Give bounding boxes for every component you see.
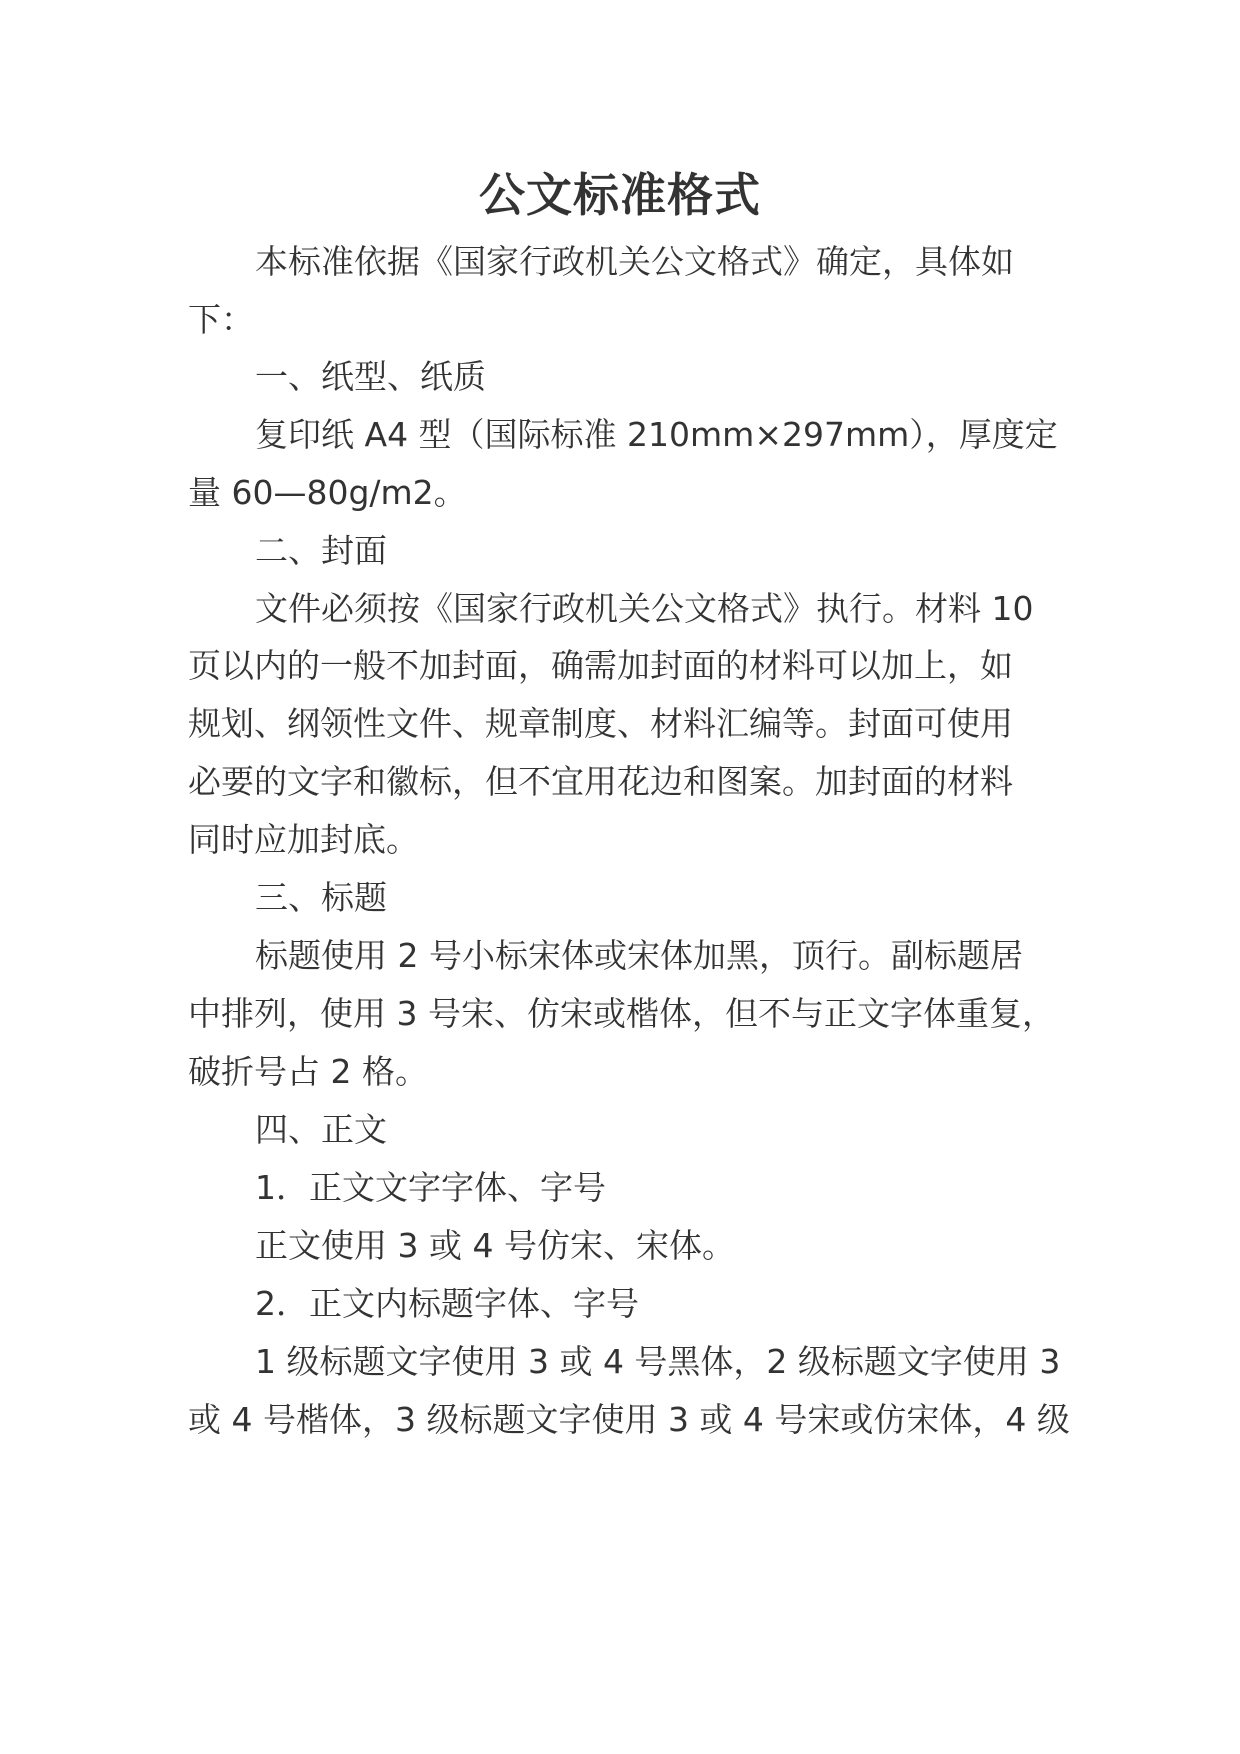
paragraph-line: 必要的文字和徽标，但不宜用花边和图案。加封面的材料 xyxy=(188,762,1013,801)
paragraph-line: 正文使用 3 或 4 号仿宋、宋体。 xyxy=(255,1226,735,1265)
document-title: 公文标准格式 xyxy=(479,168,761,222)
paragraph-line: 页以内的一般不加封面，确需加封面的材料可以加上，如 xyxy=(188,646,1013,685)
section-heading: 二、封面 xyxy=(255,531,387,570)
paragraph-line: 中排列，使用 3 号宋、仿宋或楷体，但不与正文字体重复， xyxy=(188,994,1055,1033)
paragraph-line: 本标准依据《国家行政机关公文格式》确定，具体如 xyxy=(255,242,1014,281)
paragraph-line: 复印纸 A4 型（国际标准 210mm×297mm），厚度定 xyxy=(255,415,1058,454)
subsection-heading: 2．正文内标题字体、字号 xyxy=(255,1284,639,1323)
paragraph-line: 或 4 号楷体，3 级标题文字使用 3 或 4 号宋或仿宋体，4 级 xyxy=(188,1400,1070,1439)
paragraph-line: 同时应加封底。 xyxy=(188,820,419,859)
paragraph-line: 标题使用 2 号小标宋体或宋体加黑，顶行。副标题居 xyxy=(255,936,1023,975)
paragraph-line: 下： xyxy=(188,300,254,339)
paragraph-line: 破折号占 2 格。 xyxy=(188,1052,428,1091)
section-heading: 一、纸型、纸质 xyxy=(255,357,486,396)
section-heading: 四、正文 xyxy=(255,1110,387,1149)
paragraph-line: 1 级标题文字使用 3 或 4 号黑体，2 级标题文字使用 3 xyxy=(255,1342,1061,1381)
subsection-heading: 1．正文文字字体、字号 xyxy=(255,1168,606,1207)
section-heading: 三、标题 xyxy=(255,878,387,917)
paragraph-line: 文件必须按《国家行政机关公文格式》执行。材料 10 xyxy=(255,589,1034,628)
paragraph-line: 规划、纲领性文件、规章制度、材料汇编等。封面可使用 xyxy=(188,704,1013,743)
paragraph-line: 量 60—80g/m2。 xyxy=(188,473,467,512)
